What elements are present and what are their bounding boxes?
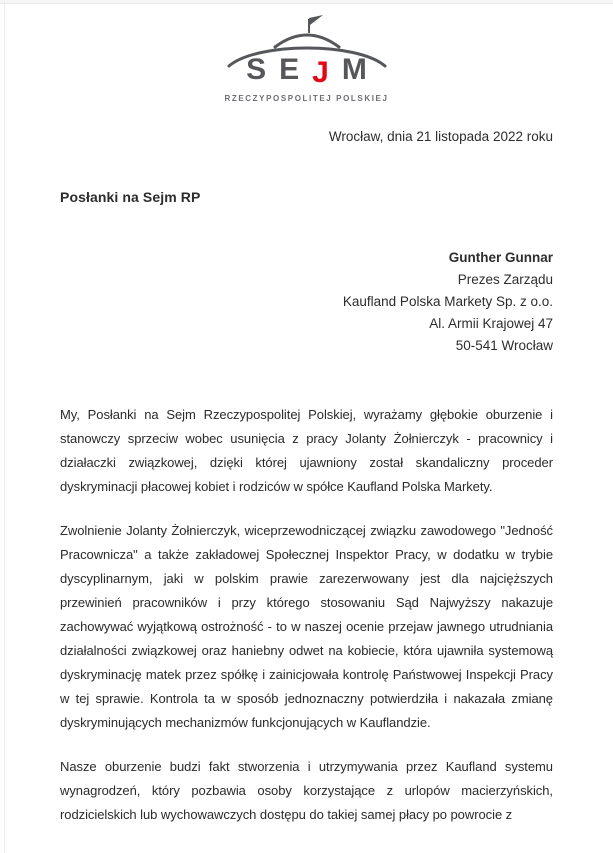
paragraph-2: Zwolnienie Jolanty Żołnierczyk, wiceprzewodniczącej związku zawodowego "Jedność Pracownicza" a także zakładowej Społecznej Inspektor Pracy, w dodatku w trybie dyscyplinarnym, jaki w polskim prawie zarezerwowany jest dla najcięższych przewinień pracowników i przy którego stosowaniu Sąd Najwyższy nakazuje zachowywać wyjątkową ostrożność - to w naszej ocenie przejaw jawnego utrudniania działalności związkowej oraz haniebny odwet na kobiecie, która ujawniła systemową dyskryminację matek przez spółkę i zainicjowała kontrolę Państwowej Inspekcji Pracy w tej sprawie. Kontrola ta w sposób jednoznaczny potwierdziła i nakazała zmianę dyskryminujących mechanizmów funkcjonujących w Kauflandzie. xyxy=(60,523,553,730)
logo-letter-s: S xyxy=(246,53,267,86)
recipient-name: Gunther Gunnar xyxy=(448,250,553,265)
paragraph-1: My, Posłanki na Sejm Rzeczypospolitej Polskiej, wyrażamy głębokie oburzenie i stanowczy sprzeciw wobec usunięcia z pracy Jolanty Żołnierczyk - pracownicy i działaczki związkowej, dzięki której ujawniony został skandaliczny proceder dyskryminacji płacowej kobiet i rodziców w spółce Kaufland Polska Markety. xyxy=(60,407,553,494)
page-left-edge xyxy=(4,0,5,853)
sender-heading: Posłanki na Sejm RP xyxy=(60,189,201,205)
recipient-block xyxy=(0,247,613,357)
recipient-company: Kaufland Polska Markety Sp. z o.o. xyxy=(342,294,553,309)
dateline: Wrocław, dnia 21 listopada 2022 roku xyxy=(328,129,553,144)
recipient-street: Al. Armii Krajowej 47 xyxy=(429,316,553,331)
logo-caption: RZECZYPOSPOLITEJ POLSKIEJ xyxy=(224,94,389,103)
logo-letter-m: M xyxy=(341,53,367,86)
logo-letter-j: J xyxy=(312,56,329,89)
recipient-city: 50-541 Wrocław xyxy=(455,338,553,353)
paragraph-3: Nasze oburzenie budzi fakt stworzenia i utrzymywania przez Kaufland systemu wynagrodzeń, który pozbawia osoby korzystające z urlopów macierzyńskich, rodzicielskich lub wychowawczych dostępu do takiej samej płacy po powrocie z xyxy=(60,759,553,822)
page-top-edge xyxy=(0,0,613,4)
logo-letter-e: E xyxy=(279,53,300,86)
sejm-logo xyxy=(212,14,402,103)
letter-body xyxy=(0,403,613,827)
recipient-role: Prezes Zarządu xyxy=(457,272,553,287)
